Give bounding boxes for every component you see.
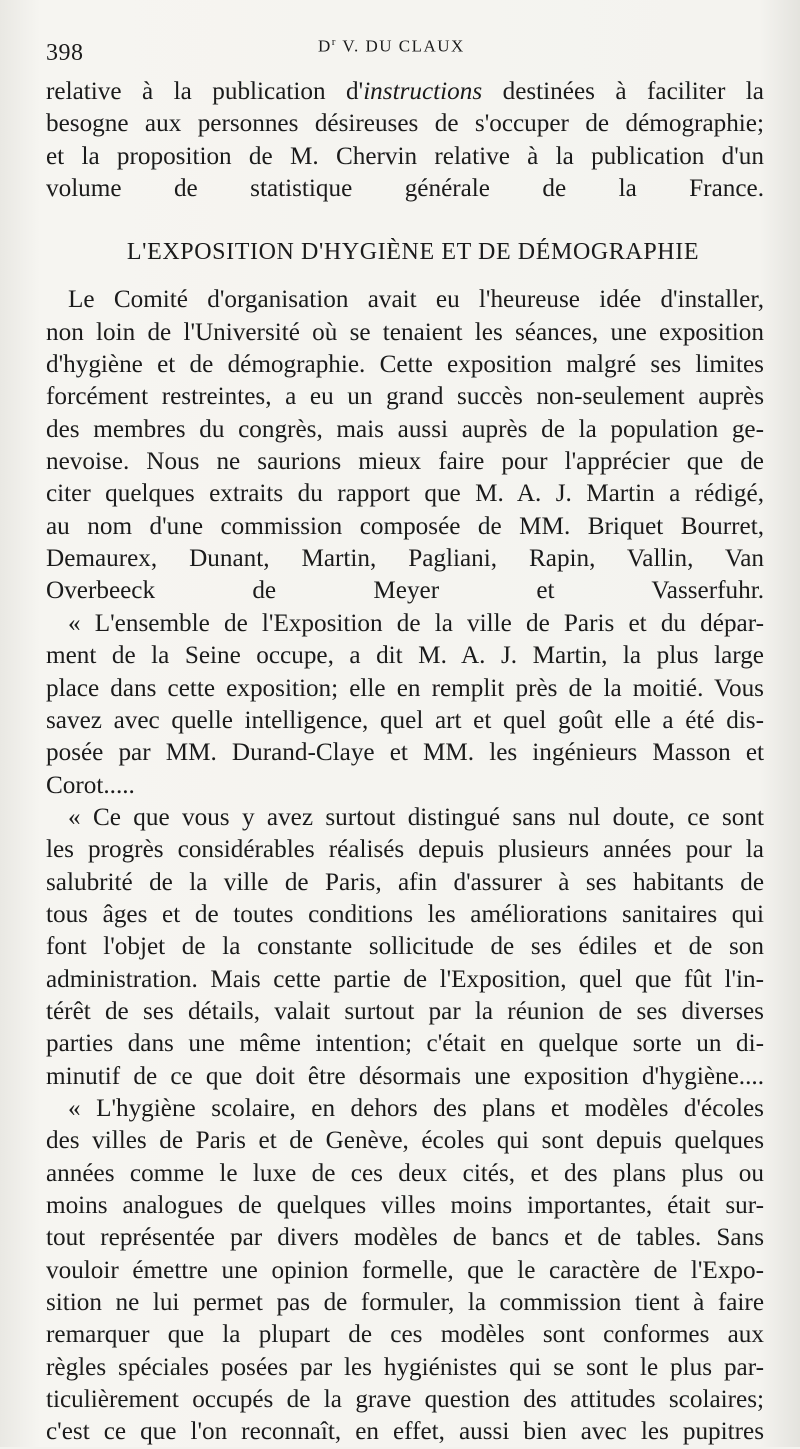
text-line: nevoise. Nous ne saurions mieux faire pour l'apprécier que de <box>46 448 764 476</box>
intro-text <box>46 76 764 205</box>
text-line: tout représentée par divers modèles de bancs et de tables. Sans <box>46 1224 764 1252</box>
page-number: 398 <box>46 40 84 66</box>
text-line: « L'ensemble de l'Exposition de la ville de Paris et du dépar- <box>68 609 764 637</box>
text-line: années comme le luxe de ces deux cités, et des plans plus ou <box>46 1159 764 1187</box>
text-line: des membres du congrès, mais aussi auprès de la population ge- <box>46 415 764 443</box>
text-line: au nom d'une commission composée de MM. Briquet Bourret, <box>46 512 764 540</box>
text-line: d'hygiène et de démographie. Cette exposition malgré ses limites <box>46 351 764 379</box>
text-line: les progrès considérables réalisés depuis plusieurs années pour la <box>46 836 764 864</box>
body-text <box>46 284 764 1448</box>
text-line: remarquer que la plupart de ces modèles sont conformes aux <box>46 1321 764 1349</box>
paragraph <box>46 284 764 607</box>
text-line: sition ne lui permet pas de formuler, la commission tient à faire <box>46 1289 764 1317</box>
text-line: et la proposition de M. Chervin relative à la publication d'un <box>46 142 764 170</box>
text-line: des villes de Paris et de Genève, écoles qui sont depuis quelques <box>46 1127 764 1155</box>
section-title: L'EXPOSITION D'HYGIÈNE ET DE DÉMOGRAPHIE <box>126 239 700 266</box>
text-line: administration. Mais cette partie de l'Exposition, quel que fût l'in- <box>46 965 764 993</box>
text-line: salubrité de la ville de Paris, afin d'assurer à ses habitants de <box>46 868 764 896</box>
text-line: forcément restreintes, a eu un grand succès non-seulement auprès <box>46 383 764 411</box>
header-author: $D^r$ V. DU CLAUX <box>318 36 465 56</box>
text-line: posée par MM. Durand-Claye et MM. les ingénieurs Masson et <box>46 739 764 767</box>
text-line: font l'objet de la constante sollicitude de ses édiles et de son <box>46 933 764 961</box>
text-line: Corot..... <box>46 771 135 799</box>
text-line: Overbeeck de Meyer et Vasserfuhr. <box>46 577 764 605</box>
text-line: ticulièrement occupés de la grave question des attitudes scolaires; <box>46 1386 764 1414</box>
text-line: moins analogues de quelques villes moins importantes, était sur- <box>46 1192 764 1219</box>
text-line: térêt de ses détails, valait surtout par la réunion de ses diverses <box>46 997 764 1025</box>
paragraph <box>46 1093 764 1449</box>
text-line: parties dans une même intention; c'était en quelque sorte un di- <box>46 1030 764 1058</box>
text-line: vouloir émettre une opinion formelle, que le caractère de l'Expo- <box>46 1256 764 1284</box>
text-line: c'est ce que l'on reconnaît, en effet, aussi bien avec les pupitres <box>46 1418 764 1446</box>
text-line: « L'hygiène scolaire, en dehors des plans et modèles d'écoles <box>68 1094 764 1122</box>
text-line: non loin de l'Université où se tenaient les séances, une exposition <box>46 318 764 346</box>
text-line: tous âges et de toutes conditions les améliorations sanitaires qui <box>46 900 764 928</box>
text-line: ment de la Seine occupe, a dit M. A. J. Martin, la plus large <box>46 642 764 670</box>
text-line: savez avec quelle intelligence, quel art et quel goût elle a été dis- <box>46 706 764 734</box>
text-line: Le Comité d'organisation avait eu l'heureuse idée d'installer, <box>68 286 764 314</box>
text-line: volume de statistique générale de la France. <box>46 175 764 203</box>
text-line: Demaurex, Dunant, Martin, Pagliani, Rapin, Vallin, Van <box>46 545 764 573</box>
text-line: besogne aux personnes désireuses de s'occuper de démographie; <box>46 110 764 138</box>
text-line: minutif de ce que doit être désormais une exposition d'hygiène.... <box>46 1062 764 1090</box>
paragraph <box>46 608 764 802</box>
text-line: « Ce que vous y avez surtout distingué sans nul doute, ce sont <box>68 803 764 831</box>
text-line: règles spéciales posées par les hygiénistes qui se sont le plus par- <box>46 1353 764 1381</box>
text-line: place dans cette exposition; elle en remplit près de la moitié. Vous <box>46 674 764 702</box>
text-line: citer quelques extraits du rapport que M. A. J. Martin a rédigé, <box>46 480 764 508</box>
paragraph <box>46 802 764 1093</box>
running-head <box>46 34 764 76</box>
text-line: relative à la publication d'instructions destinées à faciliter la <box>46 78 764 105</box>
